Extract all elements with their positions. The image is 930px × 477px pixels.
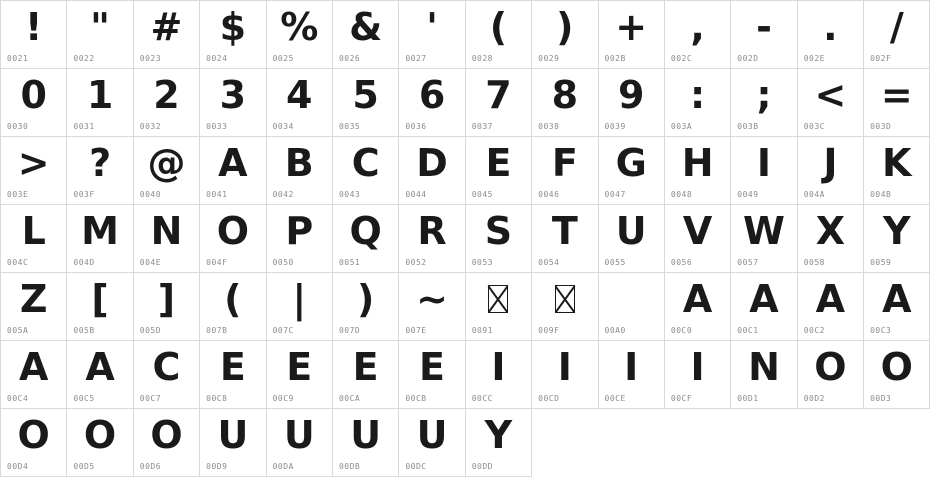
glyph-character: 0 [20,73,47,117]
glyph-character: J [823,141,838,185]
glyph-cell[interactable] [134,341,200,409]
glyph-cell[interactable] [67,273,133,341]
glyph-codepoint: 0023 [139,54,162,63]
glyph-codepoint: 00C7 [139,394,162,403]
glyph-character: W [743,209,785,253]
glyph-cell[interactable] [599,341,665,409]
glyph-codepoint: 00D3 [870,394,892,403]
glyph-codepoint: 0029 [538,54,560,63]
glyph-codepoint: 004D [73,258,95,267]
glyph-codepoint: 004C [7,258,29,267]
glyph-codepoint: 00C9 [272,394,294,403]
glyph-codepoint: 002B [604,54,626,63]
glyph-cell[interactable] [599,1,665,69]
glyph-character: < [814,73,847,117]
glyph-character: " [90,5,110,49]
glyph-cell[interactable] [798,69,864,137]
glyph-character: C [152,345,181,389]
glyph-codepoint: 00DD [471,462,493,471]
glyph-codepoint: 0053 [471,258,493,267]
glyph-cell[interactable] [599,273,665,341]
glyph-cell[interactable] [731,1,797,69]
glyph-cell[interactable] [665,1,731,69]
glyph-cell[interactable] [798,205,864,273]
glyph-cell[interactable] [599,69,665,137]
glyph-character: M [81,209,119,253]
glyph-character: ' [426,5,438,49]
glyph-character: % [280,5,319,49]
glyph-character: [ [91,277,109,321]
glyph-codepoint: 00C3 [870,326,892,335]
glyph-character: O [150,413,183,457]
glyph-cell[interactable] [134,137,200,205]
glyph-codepoint: 0058 [803,258,825,267]
glyph-codepoint: 00D6 [139,462,162,471]
glyph-cell[interactable] [798,273,864,341]
glyph-codepoint: 0032 [139,122,162,131]
glyph-character: ~ [416,277,448,321]
glyph-cell[interactable] [67,409,133,477]
glyph-character: U [283,413,315,457]
glyph-codepoint: 0043 [338,190,361,199]
glyph-character: Q [349,209,382,253]
glyph-character: . [823,5,838,49]
glyph-character: 1 [86,73,114,117]
glyph-codepoint: 003E [7,190,29,199]
glyph-codepoint: 00CA [338,394,361,403]
glyph-cell[interactable] [731,137,797,205]
glyph-character: ( [489,5,508,49]
glyph-character: ; [756,73,772,117]
glyph-cell[interactable] [67,69,133,137]
glyph-codepoint: 0050 [272,258,294,267]
glyph-cell[interactable] [532,1,598,69]
glyph-cell[interactable] [67,137,133,205]
glyph-codepoint: 0026 [338,54,361,63]
glyph-cell[interactable] [864,1,930,69]
glyph-character: N [748,345,780,389]
glyph-codepoint: 0027 [405,54,427,63]
glyph-codepoint: 00DC [405,462,427,471]
glyph-character: 7 [485,73,512,117]
glyph-codepoint: 0025 [272,54,294,63]
glyph-codepoint: 0035 [338,122,361,131]
glyph-character: O [83,413,117,457]
glyph-character: ( [224,277,242,321]
glyph-character: U [350,413,382,457]
glyph-character: I [491,345,506,389]
glyph-cell[interactable] [466,273,532,341]
glyph-codepoint: 0054 [538,258,560,267]
glyph-character: | [292,277,307,321]
glyph-character: ] [157,277,176,321]
glyph-character: D [416,141,448,185]
glyph-cell[interactable] [333,205,399,273]
glyph-cell[interactable] [864,341,930,409]
glyph-cell[interactable] [798,1,864,69]
glyph-codepoint: 0042 [272,190,294,199]
glyph-cell[interactable] [466,1,532,69]
glyph-cell[interactable] [731,273,797,341]
glyph-cell[interactable] [200,69,266,137]
glyph-codepoint: 0051 [338,258,361,267]
glyph-character: ! [25,5,43,49]
glyph-codepoint: 00D1 [737,394,759,403]
glyph-codepoint: 0059 [870,258,892,267]
glyph-codepoint: 003C [803,122,825,131]
glyph-character: T [551,209,578,253]
glyph-codepoint: 007E [405,326,427,335]
glyph-cell[interactable] [267,69,333,137]
glyph-cell[interactable] [1,341,67,409]
glyph-codepoint: 00D2 [803,394,825,403]
notdef-glyph-icon [488,285,508,313]
glyph-codepoint: 00CD [538,394,560,403]
glyph-codepoint: 0039 [604,122,626,131]
glyph-character: E [286,345,313,389]
glyph-codepoint: 004B [870,190,892,199]
glyph-cell[interactable] [333,69,399,137]
glyph-codepoint: 0047 [604,190,626,199]
glyph-character: U [217,413,249,457]
glyph-codepoint: 0033 [206,122,228,131]
glyph-codepoint: 002D [737,54,759,63]
glyph-cell[interactable] [67,205,133,273]
glyph-codepoint: 003D [870,122,892,131]
glyph-cell[interactable] [665,205,731,273]
glyph-cell[interactable] [333,341,399,409]
glyph-codepoint: 00C0 [670,326,693,335]
glyph-cell[interactable] [399,205,465,273]
glyph-cell[interactable] [1,409,67,477]
glyph-codepoint: 00C2 [803,326,825,335]
glyph-cell[interactable] [532,205,598,273]
glyph-character: E [485,141,512,185]
glyph-cell[interactable] [798,137,864,205]
glyph-codepoint: 00C4 [7,394,29,403]
glyph-codepoint: 0057 [737,258,759,267]
glyph-cell[interactable] [134,273,200,341]
glyph-codepoint: 005D [139,326,162,335]
glyph-character: P [285,209,314,253]
glyph-cell[interactable] [267,341,333,409]
glyph-codepoint: 0036 [405,122,427,131]
glyph-codepoint: 007C [272,326,294,335]
glyph-character: A [815,277,846,321]
glyph-codepoint: 00C1 [737,326,759,335]
glyph-character: A [85,345,115,389]
glyph-cell[interactable] [1,1,67,69]
glyph-cell[interactable] [399,1,465,69]
glyph-codepoint: 0030 [7,122,29,131]
glyph-codepoint: 0046 [538,190,560,199]
glyph-cell[interactable] [200,341,266,409]
glyph-character: 8 [551,73,579,117]
glyph-character: F [551,141,578,185]
glyph-cell[interactable] [466,409,532,477]
glyph-cell[interactable] [532,341,598,409]
glyph-character: A [18,345,49,389]
glyph-codepoint: 0041 [206,190,228,199]
glyph-character: 6 [418,73,446,117]
glyph-character: H [681,141,714,185]
glyph-codepoint: 0024 [206,54,228,63]
glyph-character: C [351,141,380,185]
glyph-codepoint: 007B [206,326,228,335]
glyph-character: 5 [352,73,379,117]
glyph-codepoint: 0045 [471,190,493,199]
glyph-codepoint: 003B [737,122,759,131]
glyph-character: A [682,277,713,321]
glyph-codepoint: 0028 [471,54,493,63]
glyph-character: Y [883,209,911,253]
glyph-cell[interactable] [466,137,532,205]
glyph-character [599,275,664,323]
glyph-cell[interactable] [399,273,465,341]
glyph-cell[interactable] [267,273,333,341]
glyph-codepoint: 00CE [604,394,626,403]
glyph-cell[interactable] [731,205,797,273]
glyph-codepoint: 009F [538,326,560,335]
glyph-character: > [17,141,50,185]
glyph-codepoint: 004A [803,190,825,199]
glyph-codepoint: 00A0 [604,326,626,335]
glyph-codepoint: 00C5 [73,394,95,403]
glyph-character: 4 [286,73,313,117]
glyph-cell[interactable] [200,205,266,273]
glyph-cell[interactable] [665,137,731,205]
glyph-cell[interactable] [1,273,67,341]
glyph-character: V [682,209,713,253]
glyph-character: I [624,345,639,389]
glyph-codepoint: 004E [139,258,162,267]
glyph-codepoint: 002E [803,54,825,63]
glyph-cell[interactable] [399,69,465,137]
glyph-character: Z [19,277,48,321]
glyph-codepoint: 002C [670,54,693,63]
glyph-character: U [615,209,647,253]
glyph-character: N [150,209,183,253]
glyph-codepoint: 00D4 [7,462,29,471]
glyph-codepoint: 0022 [73,54,95,63]
glyph-cell[interactable] [532,69,598,137]
glyph-character: S [484,209,513,253]
glyph-character: & [349,5,383,49]
glyph-character: B [284,141,314,185]
glyph-cell[interactable] [67,341,133,409]
glyph-character: E [419,345,446,389]
glyph-character: : [690,73,706,117]
glyph-cell[interactable] [466,205,532,273]
glyph-cell[interactable] [466,341,532,409]
glyph-codepoint: 0034 [272,122,294,131]
glyph-cell[interactable] [798,341,864,409]
glyph-codepoint: 007D [338,326,361,335]
glyph-codepoint: 00DB [338,462,361,471]
glyph-cell[interactable] [1,137,67,205]
glyph-character: O [814,345,847,389]
glyph-codepoint: 004F [206,258,228,267]
glyph-cell[interactable] [731,69,797,137]
glyph-cell[interactable] [267,137,333,205]
glyph-character: ) [356,277,375,321]
glyph-codepoint: 0038 [538,122,560,131]
glyph-cell[interactable] [200,409,266,477]
glyph-cell[interactable] [731,341,797,409]
glyph-character: G [615,141,647,185]
glyph-character: R [417,209,447,253]
glyph-cell[interactable] [399,409,465,477]
glyph-cell[interactable] [665,273,731,341]
glyph-character: O [216,209,250,253]
glyph-character: E [219,345,246,389]
glyph-codepoint: 005A [7,326,29,335]
glyph-cell[interactable] [665,69,731,137]
glyph-codepoint: 00DA [272,462,294,471]
glyph-codepoint: 0040 [139,190,162,199]
glyph-cell[interactable] [200,137,266,205]
glyph-character: # [150,5,183,49]
glyph-character: I [557,345,572,389]
glyph-character: E [352,345,379,389]
glyph-codepoint: 00D9 [206,462,228,471]
glyph-codepoint: 0049 [737,190,759,199]
glyph-character: U [416,413,448,457]
glyph-codepoint: 0055 [604,258,626,267]
glyph-codepoint: 00CC [471,394,493,403]
glyph-character: O [880,345,913,389]
glyph-codepoint: 005B [73,326,95,335]
glyph-character: , [690,5,705,49]
glyph-character: = [880,73,913,117]
glyph-character: @ [147,141,186,185]
glyph-character: / [889,5,904,49]
glyph-character: 9 [617,73,645,117]
glyph-character: ? [89,141,112,185]
glyph-cell[interactable] [864,137,930,205]
glyph-character: + [615,5,648,49]
glyph-character: Y [484,413,513,457]
glyph-character: A [749,277,779,321]
glyph-character: 2 [153,73,180,117]
glyph-character: L [21,209,46,253]
glyph-codepoint: 0037 [471,122,493,131]
glyph-character: O [17,413,50,457]
glyph-cell[interactable] [864,69,930,137]
glyph-cell[interactable] [134,409,200,477]
glyph-codepoint: 0091 [471,326,493,335]
glyph-cell[interactable] [333,1,399,69]
glyph-character: K [882,141,912,185]
glyph-cell[interactable] [333,409,399,477]
glyph-character: $ [219,5,247,49]
glyph-cell[interactable] [399,341,465,409]
glyph-cell[interactable] [134,69,200,137]
glyph-cell[interactable] [200,1,266,69]
glyph-cell[interactable] [333,273,399,341]
glyph-cell[interactable] [267,1,333,69]
glyph-cell[interactable] [267,409,333,477]
glyph-cell[interactable] [134,1,200,69]
glyph-cell[interactable] [599,137,665,205]
glyph-codepoint: 0056 [670,258,693,267]
glyph-codepoint: 00CB [405,394,427,403]
glyph-cell[interactable] [532,273,598,341]
glyph-cell[interactable] [134,205,200,273]
glyph-codepoint: 003A [670,122,693,131]
glyph-character: X [815,209,846,253]
glyph-character: A [218,141,248,185]
glyph-character: I [690,345,705,389]
glyph-cell[interactable] [333,137,399,205]
glyph-cell[interactable] [532,137,598,205]
glyph-cell[interactable] [864,273,930,341]
glyph-character: - [756,5,772,49]
glyph-cell[interactable] [466,69,532,137]
glyph-codepoint: 00CF [670,394,693,403]
glyph-codepoint: 0048 [670,190,693,199]
glyph-character: I [756,141,772,185]
glyph-character: ) [556,5,574,49]
glyph-codepoint: 002F [870,54,892,63]
notdef-glyph-icon [555,285,575,313]
glyph-codepoint: 0044 [405,190,427,199]
glyph-cell[interactable] [67,1,133,69]
glyph-cell[interactable] [864,205,930,273]
glyph-cell[interactable] [1,69,67,137]
glyph-codepoint: 0052 [405,258,427,267]
glyph-cell[interactable] [267,205,333,273]
glyph-character: 3 [219,73,247,117]
glyph-codepoint: 00D5 [73,462,95,471]
glyph-codepoint: 003F [73,190,95,199]
glyph-cell[interactable] [399,137,465,205]
glyph-cell[interactable] [1,205,67,273]
glyph-codepoint: 0031 [73,122,95,131]
glyph-cell[interactable] [665,341,731,409]
glyph-cell[interactable] [599,205,665,273]
glyph-codepoint: 0021 [7,54,29,63]
glyph-cell[interactable] [200,273,266,341]
glyph-codepoint: 00C8 [206,394,228,403]
glyph-character: A [882,277,912,321]
